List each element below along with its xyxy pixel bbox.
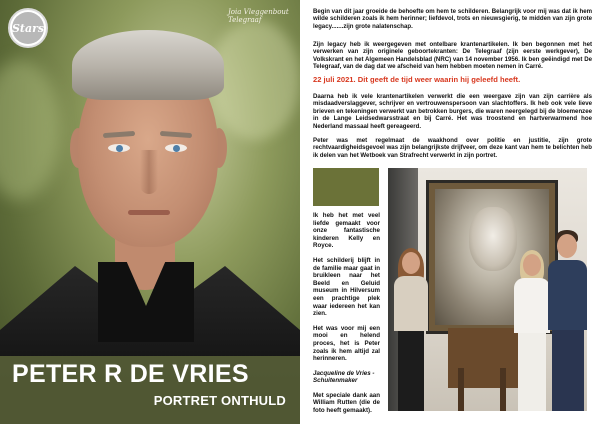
portrait-nose xyxy=(140,150,158,194)
person-head xyxy=(402,252,420,274)
easel-leg xyxy=(500,368,506,411)
side-paragraph: Ik heb het met veel liefde gemaakt voor onze fantastische kinderen Kelly en Royce. xyxy=(313,212,380,250)
person-head xyxy=(557,234,577,258)
article-page xyxy=(300,0,600,424)
side-paragraph: Met speciale dank aan William Rutten (die de foto heeft gemaakt). xyxy=(313,391,380,415)
stars-logo xyxy=(8,8,48,48)
person-top xyxy=(514,278,550,333)
author-signature: Jacqueline de Vries -Schuitenmaker xyxy=(313,369,375,385)
portrait-iris xyxy=(116,145,123,152)
article-paragraph: Begin van dit jaar groeide de behoefte om hem te schilderen. Belangrijk voor mij was dat ik hem wilde schilderen zoals ik hem herinner; liefdevol, trots en nieuwsgierig, te midden van zijn grote legacy.......zijn grote nalatenschap. xyxy=(313,8,592,30)
cover-subtitle: PORTRET ONTHULD xyxy=(153,393,286,408)
side-column xyxy=(313,212,380,422)
side-paragraph: Het schilderij blijft in de familie maar gaat in bruikleen naar het Beeld en Geluid museum in Hilversum een prachtige plek waar iedereen het kan zien. xyxy=(313,256,380,318)
portrait-hair xyxy=(72,30,224,100)
studio-photo xyxy=(388,168,587,411)
side-paragraph: Het was voor mij een mooi en helend proces, het is Peter zoals ik hem altijd zal herinneren. xyxy=(313,324,380,363)
stars-logo-text: Stars xyxy=(12,12,44,44)
signature-line: Joia Vleggenbout xyxy=(228,8,289,16)
article-paragraph: Daarna heb ik vele krantenartikelen verwerkt die een weergave zijn van zijn carrière als misdaadverslaggever, schrijver en vertrouwenspersoon van slachtoffers. Ik heb ook vele lieve brieven en tekeningen verwerkt van betrokken burgers, die waren neergelegd bij de bloemenzee in de Lange Leidsedwarsstraat en bij Carré. Het was troostend en hartverwarmend hoe Nederland massaal heeft gereageerd. xyxy=(313,93,592,130)
person-head xyxy=(523,254,541,276)
person-jeans xyxy=(552,330,584,411)
signature-line: Telegraaf xyxy=(228,16,262,24)
handwritten-signature xyxy=(228,8,294,24)
portrait-iris xyxy=(173,145,180,152)
subject-name: PETER R DE VRIES xyxy=(12,360,249,388)
easel-leg xyxy=(458,368,464,411)
article-paragraph: Peter was met regelmaat de waakhond over politie en justitie, zijn grote rechtvaardigheidsgevoel was zijn belangrijkste drijfveer, om deze kant van hem te belichten heb ik delen van het Wetboek van Strafrecht verwerkt in zijn portret. xyxy=(313,137,592,159)
person-trousers xyxy=(518,333,546,411)
painted-face xyxy=(469,207,517,271)
portrait-mouth xyxy=(128,210,170,215)
highlight-line: 22 juli 2021. Dit geeft de tijd weer waarin hij geleefd heeft. xyxy=(313,75,521,84)
olive-color-block xyxy=(313,168,379,206)
article-paragraph: Zijn legacy heb ik weergegeven met ontelbare krantenartikelen. Ik ben begonnen met het verwerken van zijn originele geboortekranten: De Telegraaf (zijn eerste werkgever), De Volkskrant en het Algemeen Handelsblad (NRC) van 14 november 1956. Ik ben geëindigd met De Telegraaf, van de dag dat we afscheid van hem hebben moeten nemen in Carré. xyxy=(313,41,592,71)
person-shirt xyxy=(548,260,587,330)
background-bokeh xyxy=(0,60,60,200)
person-trousers xyxy=(398,331,424,411)
person-top xyxy=(394,276,428,331)
